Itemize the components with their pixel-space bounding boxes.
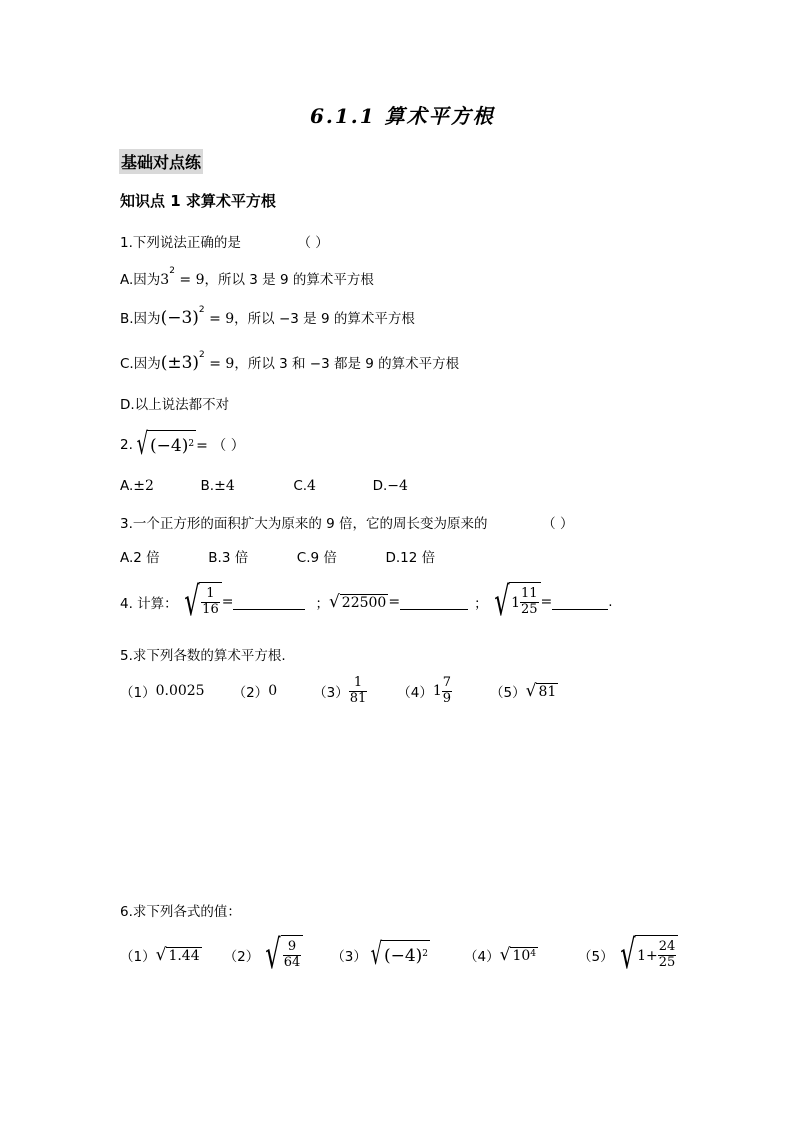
q6-item-4-exponent: 4: [530, 948, 537, 959]
q2-number: 2.: [120, 437, 133, 453]
q4-f3-denominator: 25: [521, 602, 538, 617]
q3-answer-paren: （ ）: [542, 516, 574, 532]
sqrt-sign: √ 1+ $\frac{24}{25}$: [614, 935, 679, 975]
sqrt-sign: √ $\frac{9}{64}$: [259, 935, 303, 975]
q2-stem: [120, 427, 245, 462]
q4-answer-blank-2[interactable]: [400, 595, 468, 610]
q2-option-b-value: ±4: [214, 478, 235, 494]
q2-option-c-letter: C.: [293, 478, 308, 494]
q6-f5-numerator: 24: [658, 939, 676, 955]
q1-c-prefix: C.因为: [120, 356, 161, 372]
q6-items: [120, 932, 678, 978]
q1-option-d: D.以上说法都不对: [120, 397, 230, 413]
q1-c-base: (±3): [160, 353, 200, 373]
sqrt-sign: √ 1 $\frac{11}{25}$: [488, 582, 541, 622]
sqrt-sign: √ 22500: [328, 591, 387, 612]
q1-a-prefix: A.因为: [120, 272, 161, 288]
q6-item-4-base: 10: [512, 947, 531, 964]
q6-f2-denominator: 64: [283, 955, 301, 970]
q6-item-3-index: （3）: [331, 949, 367, 965]
q5-items: [120, 676, 558, 707]
q5-item-4-fraction: [442, 676, 452, 707]
q4-f1-denominator: 16: [202, 602, 219, 617]
q1-b-prefix: B.因为: [120, 311, 161, 327]
q5-item-5-index: （5）: [490, 685, 526, 702]
q2-options: [120, 478, 408, 494]
q4-f3-numerator: 11: [521, 586, 538, 602]
q5-item-4-whole: 1: [432, 683, 442, 700]
q4-f1-numerator: 1: [206, 586, 215, 602]
q2-option-b-letter: B.: [200, 478, 215, 494]
q6-f2-numerator: 9: [287, 939, 297, 955]
q2-option-a-letter: A.: [120, 478, 134, 494]
q1-option-b: [120, 307, 415, 328]
q5-f4-numerator: 7: [442, 675, 452, 690]
q5-item-2-value: 0: [268, 683, 278, 700]
q4-row: [120, 579, 613, 625]
q1-c-equals: = 9: [204, 356, 235, 372]
q4-fraction-3: [520, 587, 539, 618]
q4-separator-1: ；: [315, 596, 329, 612]
q4-end-period: .: [608, 594, 613, 610]
q4-mixed-whole: 1: [511, 594, 520, 611]
sqrt-sign: √ $\frac{1}{16}$: [178, 582, 222, 622]
q1-a-base: 3: [160, 272, 170, 288]
q1-b-equals: = 9: [204, 311, 235, 327]
sqrt-sign: √ (−4) 2: [370, 937, 429, 972]
q5-item-2-index: （2）: [232, 685, 269, 702]
q4-label: 4. 计算：: [120, 596, 178, 612]
q3-option-c: C.9 倍: [296, 550, 337, 566]
q6-item-5-index: （5）: [578, 949, 614, 965]
q2-exponent: 2: [188, 438, 195, 449]
q1-b-text: ，所以 −3 是 9 的算术平方根: [234, 311, 415, 327]
q1-stem: [120, 231, 329, 251]
q3-stem-text: 3.一个正方形的面积扩大为原来的 9 倍，它的周长变为原来的: [120, 516, 488, 532]
q2-option-d-value: −4: [387, 478, 408, 494]
q5-f4-denominator: 9: [442, 690, 452, 706]
q6-item-2-index: （2）: [223, 949, 260, 965]
q5-item-4-index: （4）: [397, 685, 433, 702]
q1-option-c: [120, 352, 459, 373]
q2-option-a-value: ±2: [133, 478, 154, 494]
q6-f5-denominator: 25: [658, 955, 676, 970]
q4-fraction-1: [201, 587, 220, 618]
q4-answer-blank-3[interactable]: [552, 595, 608, 610]
q6-item-3-radicand: (−4): [383, 945, 423, 966]
q6-item-2-fraction: [283, 940, 302, 971]
q1-a-exponent: 2: [169, 266, 175, 276]
q5-item-5-radicand: 81: [538, 683, 557, 700]
q4-separator-2: ；: [474, 596, 488, 612]
q1-answer-paren: （ ）: [297, 235, 329, 251]
sqrt-sign: √ 81: [525, 680, 557, 701]
q1-a-text: ，所以 3 是 9 的算术平方根: [204, 272, 374, 288]
section-heading: 基础对点练: [119, 149, 203, 174]
q3-option-d: D.12 倍: [385, 550, 436, 566]
q5-item-3-index: （3）: [313, 685, 349, 702]
knowledge-point-heading: 知识点 1 求算术平方根: [120, 192, 276, 210]
q1-b-base: (−3): [160, 308, 199, 328]
q1-option-a: [120, 268, 374, 288]
q4-radicand-2: 22500: [341, 594, 387, 611]
q2-radicand: (−4): [150, 435, 189, 456]
q6-item-5-fraction: [658, 940, 677, 971]
q5-item-3-fraction: [349, 676, 368, 707]
q2-equals-paren: = （ ）: [196, 438, 245, 454]
q3-stem: [120, 512, 573, 532]
q1-stem-text: 1.下列说法正确的是: [120, 235, 241, 251]
q4-eq-3: =: [540, 594, 553, 610]
q4-eq-1: =: [221, 594, 234, 610]
q2-option-d-letter: D.: [372, 478, 388, 494]
q4-answer-blank-1[interactable]: [233, 595, 305, 610]
q5-stem: 5.求下列各数的算术平方根.: [120, 648, 286, 664]
q5-f3-denominator: 81: [349, 690, 367, 706]
sqrt-sign: √ 10 4: [499, 944, 537, 965]
sqrt-sign: √ 1.44: [155, 944, 200, 965]
q1-c-exponent: 2: [199, 350, 205, 360]
q5-item-1-index: （1）: [120, 685, 156, 702]
page-title: 6.1.1 算术平方根: [310, 104, 495, 128]
q6-stem: 6.求下列各式的值：: [120, 904, 241, 920]
q4-eq-2: =: [388, 594, 401, 610]
q5-f3-numerator: 1: [353, 675, 363, 690]
q3-option-b: B.3 倍: [208, 550, 249, 566]
q3-option-a: A.2 倍: [120, 550, 160, 566]
sqrt-sign: √ (−4) 2: [136, 427, 195, 462]
q1-b-exponent: 2: [198, 305, 205, 315]
q6-item-3-exponent: 2: [422, 948, 429, 959]
q3-options: [120, 546, 435, 566]
q6-item-1-index: （1）: [120, 949, 156, 965]
q6-item-4-index: （4）: [464, 949, 500, 965]
q5-item-1-value: 0.0025: [155, 683, 205, 700]
q1-c-text: ，所以 3 和 −3 都是 9 的算术平方根: [234, 356, 460, 372]
q2-option-c-value: 4: [307, 478, 316, 494]
q6-item-1-radicand: 1.44: [168, 947, 200, 964]
q1-a-equals: = 9: [174, 272, 205, 288]
q6-item-5-prefix: 1+: [637, 947, 658, 964]
